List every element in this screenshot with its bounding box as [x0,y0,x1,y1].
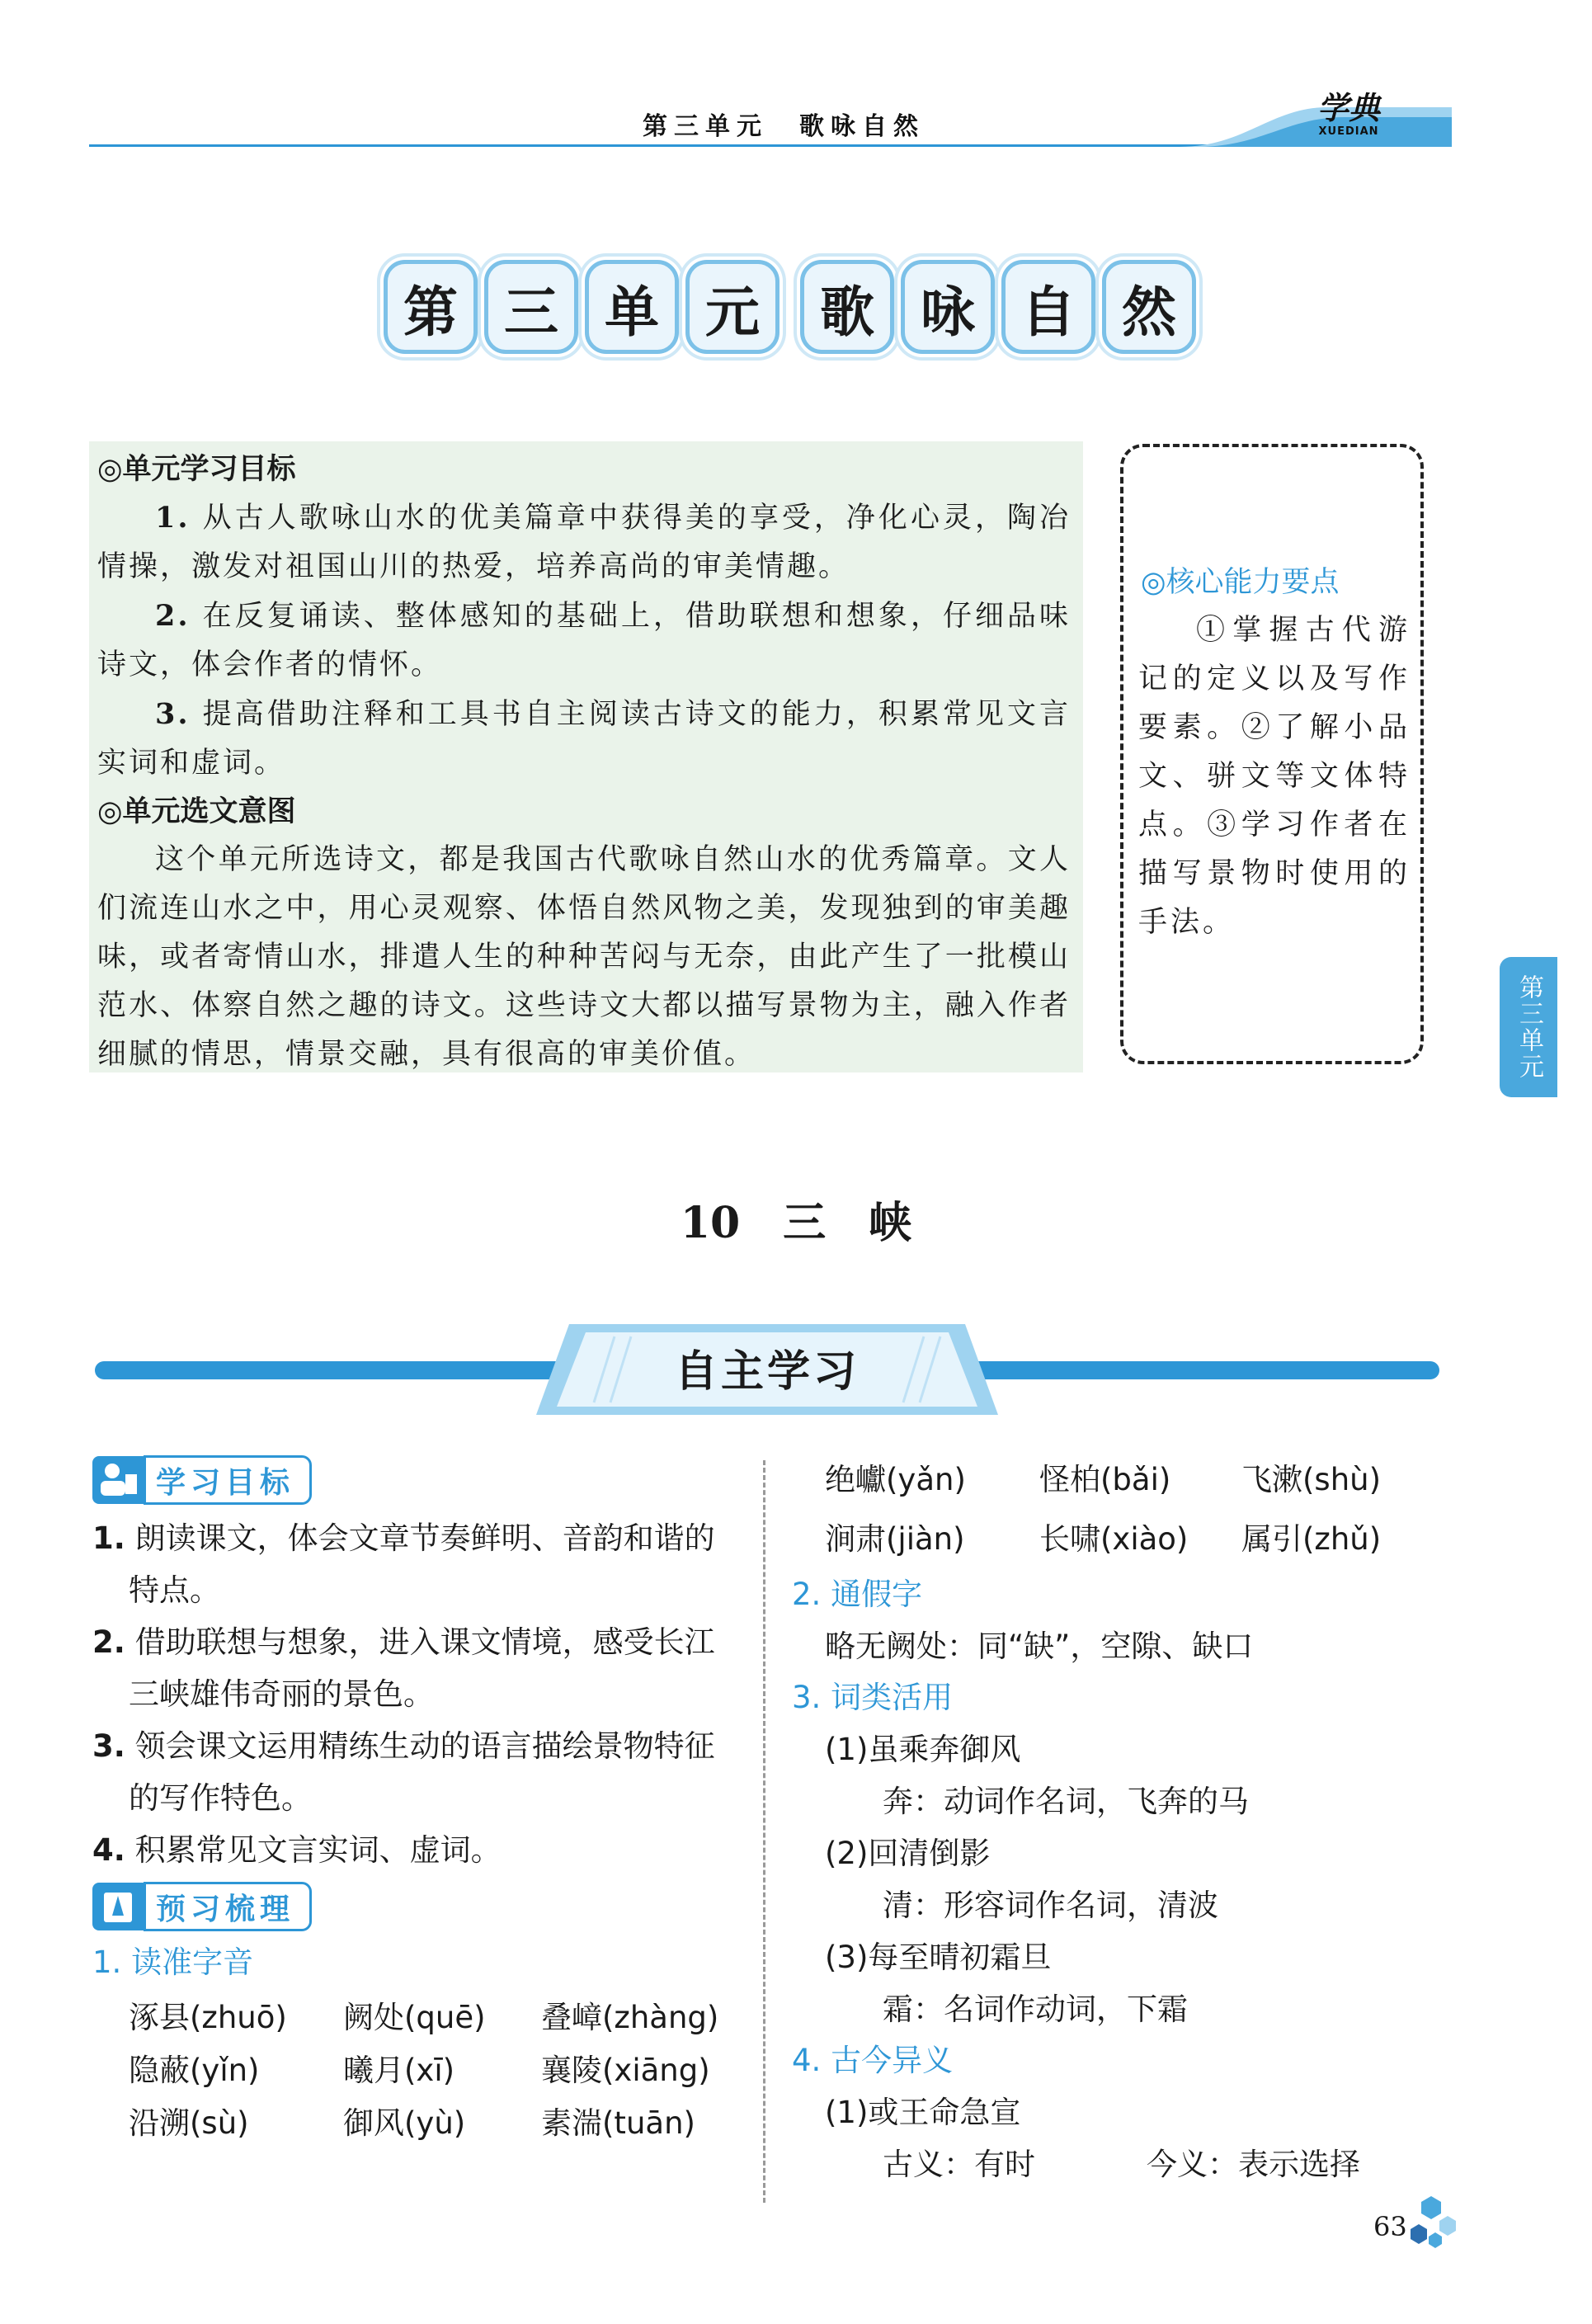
unit-title-right [800,260,1196,359]
page-number: 63 [1373,2211,1407,2242]
brand-en: XUEDIAN [1318,125,1379,138]
core-heading: ◎核心能力要点 [1141,566,1340,599]
huoyong-explain: 奔：动词作名词，飞奔的马 [883,1784,1249,1819]
huoyong-heading: 3. 词类活用 [792,1680,954,1715]
core-text: ①掌握古代游记的定义以及写作要素。②了解小品文、骈文等文体特点。③学习作者在描写景物时使用的手法。 [1138,614,1411,939]
brand-zh: 学典 [1316,89,1380,126]
unit-title-tile: 单 [585,260,679,354]
pron-cell: 襄陵(xiāng) [541,2053,710,2088]
intent-text: 这个单元所选诗文，都是我国古代歌咏自然山水的优秀篇章。文人们流连山水之中，用心灵观察、体悟自然风物之美，发现独到的审美趣味，或者寄情山水，排遣人生的种种苦闷与无奈，由此产生了一批模山范水、体察自然之趣的诗文。这些诗文大都以描写景物为主，融入作者细腻的情思，情景交融，具有很高的审美价值。 [97,843,1071,1071]
pron-cell: 曦月(xī) [343,2053,455,2088]
gujin-item: (1)或王命急宣 [825,2095,1021,2130]
pron-heading: 1. 读准字音 [92,1945,254,1980]
pron-grid [92,1992,744,2150]
student-icon [92,1456,144,1504]
goal-item: 3. 领会课文运用精练生动的语言描绘景物特征的写作特色。 [92,1728,715,1816]
section-banner-title: 自主学习 [674,1347,860,1397]
unit-side-tab: 第三单元 [1500,957,1557,1097]
pron-cell: 怪柏(bǎi) [1039,1462,1171,1497]
tongjia-text: 略无阙处：同“缺”，空隙、缺口 [825,1629,1254,1664]
pron-cell: 素湍(tuān) [541,2105,695,2141]
unit-title-tile: 然 [1102,260,1196,354]
goal-item: 1. 朗读课文，体会文章节奏鲜明、音韵和谐的特点。 [92,1520,715,1608]
header-rule [89,144,1211,147]
unit-objectives [97,445,1071,1079]
gujin-heading: 4. 古今异义 [792,2043,954,2078]
gujin-old: 古义：有时 [883,2147,1035,2182]
pencil-icon [92,1883,144,1930]
intent-heading: ◎单元选文意图 [97,795,296,828]
huoyong-explain: 清：形容词作名词，清波 [883,1888,1218,1923]
unit-title-tile: 自 [1001,260,1095,354]
huoyong-explain: 霜：名词作动词，下霜 [883,1992,1188,2027]
pron-cell: 涿县(zhuō) [129,2000,287,2035]
pron-cell: 飞漱(shù) [1241,1462,1382,1497]
goal-item: 2. 借助联想与想象，进入课文情境，感受长江三峡雄伟奇丽的景色。 [92,1624,715,1712]
objective-item: 2. 在反复诵读、整体感知的基础上，借助联想和想象，仔细品味诗文，体会作者的情怀。 [97,599,1071,681]
unit-title-tile: 第 [384,260,478,354]
goal-list [92,1512,744,1876]
hexagon-decoration-icon [1402,2194,1460,2252]
gujin-meanings [792,2138,1452,2190]
objective-item: 3. 提高借助注释和工具书自主阅读古诗文的能力，积累常见文言实词和虚词。 [97,697,1071,780]
running-title: 第三单元 歌咏自然 [643,112,925,141]
pron-cell: 阙处(quē) [343,2000,486,2035]
pron-cell: 隐蔽(yǐn) [129,2053,260,2088]
lesson-title: 10 三 峡 [680,1198,912,1248]
goal-item: 4. 积累常见文言实词、虚词。 [92,1832,502,1868]
preview-label: 预习梳理 [144,1882,312,1931]
pron-cell: 长啸(xiào) [1039,1521,1189,1557]
huoyong-item: (1)虽乘奔御风 [825,1732,1021,1767]
right-column [792,1450,1452,2190]
gujin-new: 今义：表示选择 [1147,2147,1360,2182]
pron-cell: 属引(zhǔ) [1241,1521,1382,1557]
objectives-heading: ◎单元学习目标 [97,453,296,486]
pron-cell: 涧肃(jiàn) [825,1521,965,1557]
preview-badge [92,1883,744,1930]
unit-title-left [384,260,780,359]
pron-cell: 绝巘(yǎn) [825,1462,966,1497]
pron-grid-cont [792,1450,1452,1569]
unit-title-tile: 咏 [901,260,995,354]
huoyong-item: (2)回清倒影 [825,1836,991,1871]
study-goals-label: 学习目标 [144,1455,312,1505]
pron-cell: 御风(yù) [343,2105,466,2141]
left-column [92,1456,744,2150]
brand-logo [1303,91,1394,138]
study-goals-badge [92,1456,744,1504]
objective-item: 1. 从古人歌咏山水的优美篇章中获得美的享受，净化心灵，陶冶情操，激发对祖国山川的热爱，培养高尚的审美情趣。 [97,501,1071,583]
pron-cell: 叠嶂(zhàng) [541,2000,719,2035]
unit-title-tile: 元 [685,260,780,354]
huoyong-item: (3)每至晴初霜旦 [825,1940,1052,1975]
tongjia-heading: 2. 通假字 [792,1577,923,1612]
unit-title-tile: 歌 [800,260,894,354]
unit-title-tile: 三 [484,260,578,354]
pron-cell: 沿溯(sù) [129,2105,249,2141]
